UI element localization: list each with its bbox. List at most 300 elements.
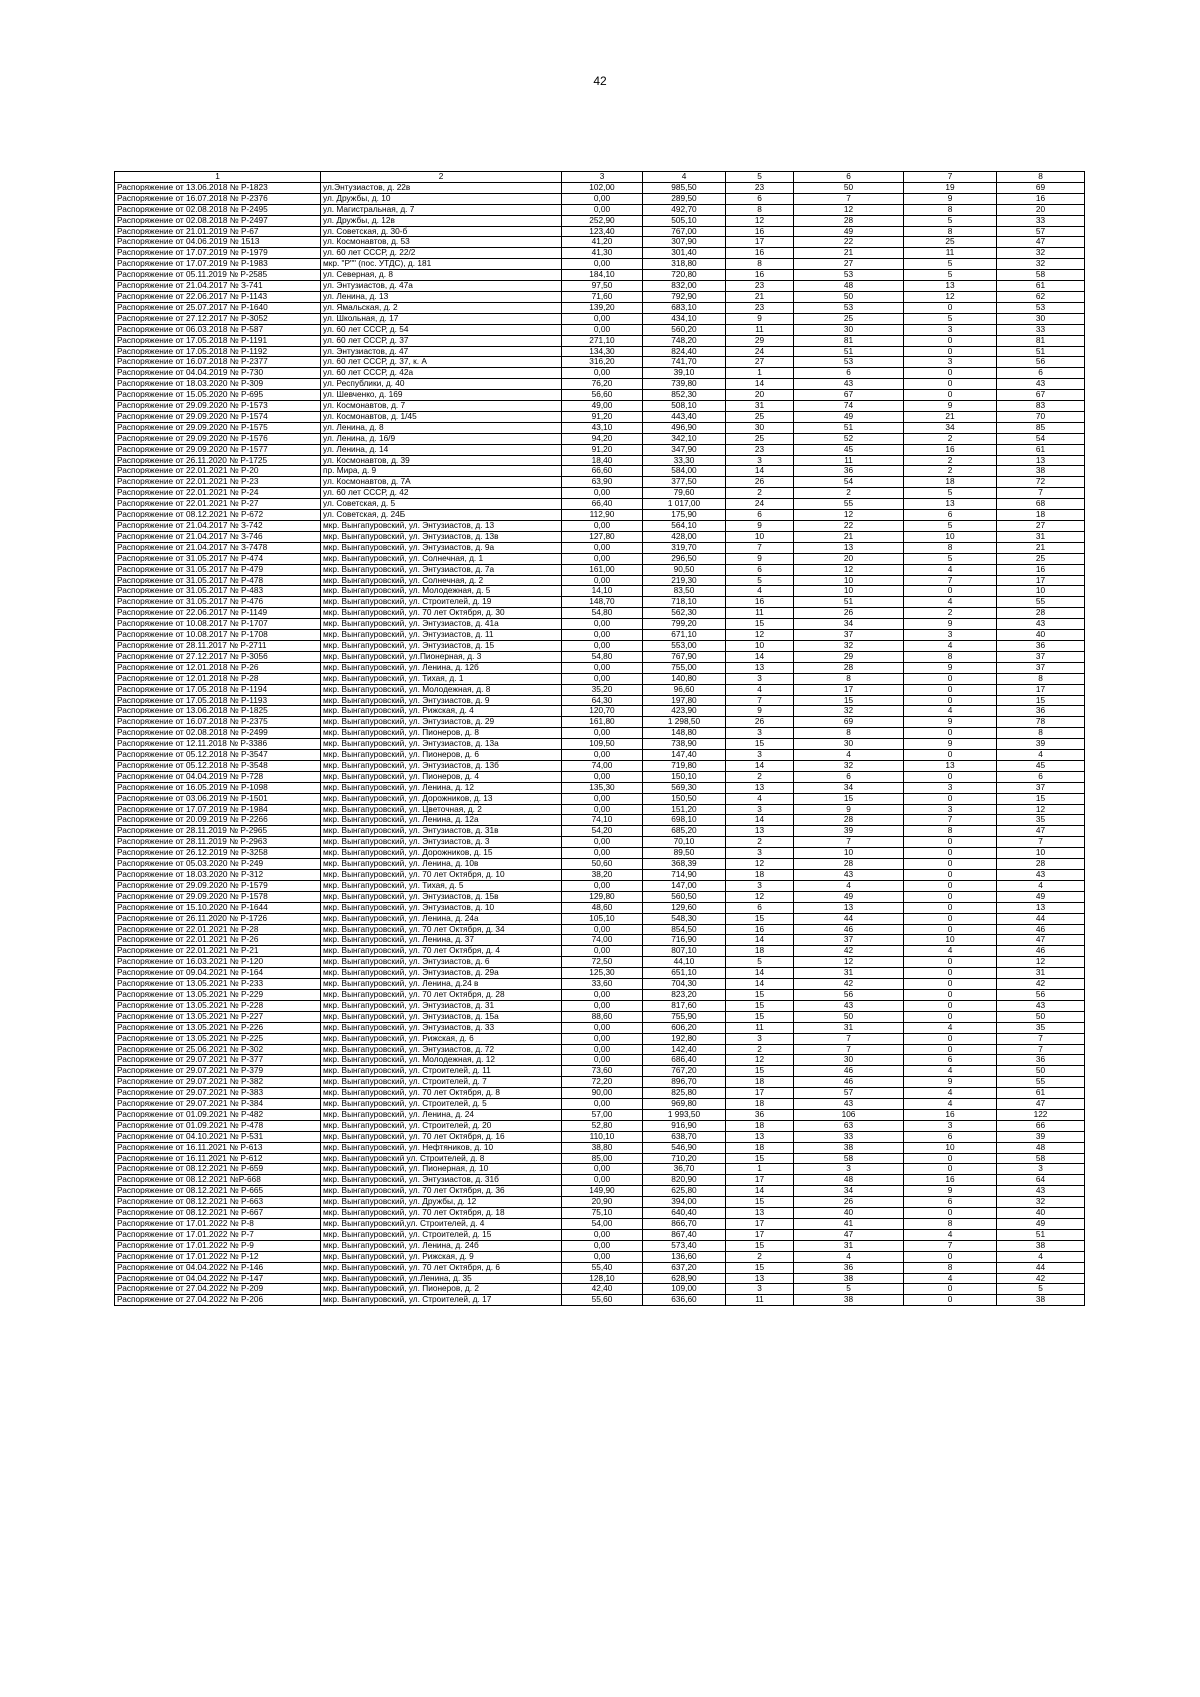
- table-cell: 4: [997, 1251, 1085, 1262]
- table-cell: 2: [726, 1251, 794, 1262]
- table-cell: 6: [904, 510, 997, 521]
- table-cell: мкр. Вынгапуровский, ул. Строителей, д. 17: [321, 1295, 562, 1306]
- table-cell: 9: [726, 706, 794, 717]
- table-cell: 97,50: [562, 281, 643, 292]
- table-cell: Распоряжение от 29.09.2020 № Р-1576: [115, 433, 321, 444]
- table-cell: Распоряжение от 10.08.2017 № Р-1708: [115, 630, 321, 641]
- table-row: [115, 1066, 1085, 1077]
- table-cell: 6: [726, 193, 794, 204]
- table-cell: 74: [794, 401, 904, 412]
- table-cell: 3: [726, 804, 794, 815]
- table-cell: 0: [904, 1208, 997, 1219]
- table-row: [115, 848, 1085, 859]
- table-cell: ул. 60 лет СССР, д. 42а: [321, 368, 562, 379]
- table-cell: 175,90: [643, 510, 726, 521]
- table-cell: 0,00: [562, 1099, 643, 1110]
- table-cell: Распоряжение от 04.04.2019 № Р-728: [115, 771, 321, 782]
- table-cell: 13: [904, 499, 997, 510]
- table-cell: 125,30: [562, 968, 643, 979]
- table-cell: 54,80: [562, 651, 643, 662]
- table-cell: 7: [904, 1240, 997, 1251]
- table-cell: 36: [726, 1109, 794, 1120]
- table-cell: Распоряжение от 28.11.2019 № Р-2965: [115, 826, 321, 837]
- table-cell: 0,00: [562, 804, 643, 815]
- table-cell: 29: [794, 651, 904, 662]
- table-cell: 34: [794, 1186, 904, 1197]
- table-cell: 252,90: [562, 215, 643, 226]
- table-cell: 16: [904, 444, 997, 455]
- table-cell: 704,30: [643, 979, 726, 990]
- table-cell: Распоряжение от 29.09.2020 № Р-1578: [115, 891, 321, 902]
- table-cell: 72,50: [562, 957, 643, 968]
- table-cell: 0: [904, 913, 997, 924]
- table-cell: 0,00: [562, 575, 643, 586]
- table-cell: 37: [997, 662, 1085, 673]
- table-cell: 14: [726, 651, 794, 662]
- table-cell: 637,20: [643, 1262, 726, 1273]
- table-cell: 149,90: [562, 1186, 643, 1197]
- table-cell: 94,20: [562, 433, 643, 444]
- table-row: [115, 673, 1085, 684]
- table-cell: Распоряжение от 16.11.2021 № Р-612: [115, 1153, 321, 1164]
- table-cell: Распоряжение от 13.05.2021 № Р-233: [115, 979, 321, 990]
- table-cell: 39,10: [643, 368, 726, 379]
- table-cell: 49: [997, 891, 1085, 902]
- table-cell: 27: [726, 357, 794, 368]
- table-row: [115, 1240, 1085, 1251]
- table-cell: 638,70: [643, 1131, 726, 1142]
- table-cell: мкр. Вынгапуровский, ул.Пионерная, д. 3: [321, 651, 562, 662]
- table-cell: 20: [997, 204, 1085, 215]
- table-cell: 33: [794, 1131, 904, 1142]
- table-cell: 807,10: [643, 946, 726, 957]
- table-cell: Распоряжение от 31.05.2017 № Р-478: [115, 575, 321, 586]
- table-cell: Распоряжение от 29.07.2021 № Р-383: [115, 1088, 321, 1099]
- table-cell: 0: [904, 302, 997, 313]
- table-cell: 32: [997, 259, 1085, 270]
- table-cell: 16: [997, 564, 1085, 575]
- column-header-7: 7: [904, 172, 997, 183]
- table-cell: Распоряжение от 01.09.2021 № Р-482: [115, 1109, 321, 1120]
- table-cell: 29: [726, 335, 794, 346]
- table-row: [115, 193, 1085, 204]
- table-cell: 43: [997, 870, 1085, 881]
- table-cell: 7: [794, 1044, 904, 1055]
- table-cell: 22: [794, 521, 904, 532]
- table-cell: 45: [794, 444, 904, 455]
- table-cell: 4: [904, 1022, 997, 1033]
- table-cell: Распоряжение от 17.05.2018 № Р-1194: [115, 684, 321, 695]
- table-cell: 37: [794, 630, 904, 641]
- table-cell: 3: [904, 1120, 997, 1131]
- table-cell: Распоряжение от 22.01.2021 № Р-27: [115, 499, 321, 510]
- table-cell: 91,20: [562, 444, 643, 455]
- table-cell: ул. Космонавтов, д. 39: [321, 455, 562, 466]
- table-row: [115, 521, 1085, 532]
- table-cell: ул. 60 лет СССР, д. 37: [321, 335, 562, 346]
- table-cell: мкр. Вынгапуровский, ул. Ленина, д. 12а: [321, 815, 562, 826]
- table-cell: мкр. Вынгапуровский, ул. Строителей, д. 7: [321, 1077, 562, 1088]
- table-cell: ул. Ленина, д. 14: [321, 444, 562, 455]
- table-cell: 5: [904, 553, 997, 564]
- table-cell: 6: [904, 1131, 997, 1142]
- table-cell: 0: [904, 750, 997, 761]
- table-cell: ул. Ленина, д. 8: [321, 422, 562, 433]
- table-row: [115, 302, 1085, 313]
- table-cell: 505,10: [643, 215, 726, 226]
- table-cell: 56,60: [562, 390, 643, 401]
- table-cell: 43: [997, 1000, 1085, 1011]
- table-row: [115, 433, 1085, 444]
- table-cell: 23: [726, 281, 794, 292]
- table-cell: Распоряжение от 05.12.2018 № Р-3548: [115, 760, 321, 771]
- table-cell: 16: [726, 597, 794, 608]
- table-cell: Распоряжение от 08.12.2021 № Р-663: [115, 1197, 321, 1208]
- table-cell: 20,90: [562, 1197, 643, 1208]
- table-cell: Распоряжение от 25.06.2021 № Р-302: [115, 1044, 321, 1055]
- table-cell: Распоряжение от 16.07.2018 № Р-2376: [115, 193, 321, 204]
- table-cell: 0: [904, 1164, 997, 1175]
- table-cell: 41,30: [562, 248, 643, 259]
- table-row: [115, 630, 1085, 641]
- table-cell: 8: [997, 728, 1085, 739]
- table-cell: мкр. Вынгапуровский, ул. Пионеров, д. 8: [321, 728, 562, 739]
- table-row: [115, 488, 1085, 499]
- table-cell: 4: [794, 880, 904, 891]
- table-cell: Распоряжение от 04.04.2022 № Р-146: [115, 1262, 321, 1273]
- table-cell: Распоряжение от 17.01.2022 № Р-7: [115, 1229, 321, 1240]
- table-cell: 10: [904, 1142, 997, 1153]
- table-row: [115, 1273, 1085, 1284]
- table-cell: 11: [726, 1022, 794, 1033]
- table-cell: 394,00: [643, 1197, 726, 1208]
- table-cell: Распоряжение от 08.12.2021 № Р-672: [115, 510, 321, 521]
- table-cell: 0,00: [562, 553, 643, 564]
- table-cell: 7: [997, 1044, 1085, 1055]
- table-cell: 9: [904, 401, 997, 412]
- table-cell: 43,10: [562, 422, 643, 433]
- table-cell: 0: [904, 586, 997, 597]
- table-cell: 0: [904, 379, 997, 390]
- table-cell: 12: [726, 891, 794, 902]
- table-cell: 0: [904, 346, 997, 357]
- table-cell: 28: [794, 815, 904, 826]
- table-cell: 55,40: [562, 1262, 643, 1273]
- table-cell: 5: [997, 1284, 1085, 1295]
- table-cell: 16: [904, 1109, 997, 1120]
- table-cell: ул. Советская, д. 30-б: [321, 226, 562, 237]
- table-cell: 105,10: [562, 913, 643, 924]
- table-cell: 548,30: [643, 913, 726, 924]
- table-row: [115, 815, 1085, 826]
- table-cell: 9: [726, 313, 794, 324]
- table-cell: 5: [904, 313, 997, 324]
- table-cell: 14: [726, 379, 794, 390]
- table-cell: 48: [794, 281, 904, 292]
- table-cell: 3: [794, 1164, 904, 1175]
- table-cell: 109,50: [562, 739, 643, 750]
- table-cell: 20: [794, 553, 904, 564]
- table-cell: 9: [904, 739, 997, 750]
- table-cell: 10: [726, 640, 794, 651]
- table-cell: 625,80: [643, 1186, 726, 1197]
- table-cell: ул. Республики, д. 40: [321, 379, 562, 390]
- table-cell: Распоряжение от 17.01.2022 № Р-12: [115, 1251, 321, 1262]
- table-cell: 30: [794, 739, 904, 750]
- table-cell: 0,00: [562, 728, 643, 739]
- table-cell: мкр. Вынгапуровский, ул. Тихая, д. 1: [321, 673, 562, 684]
- table-cell: 54,20: [562, 826, 643, 837]
- table-cell: 71,60: [562, 291, 643, 302]
- column-header-5: 5: [726, 172, 794, 183]
- table-cell: Распоряжение от 13.06.2018 № Р-1823: [115, 182, 321, 193]
- table-cell: 0,00: [562, 259, 643, 270]
- table-cell: 18,40: [562, 455, 643, 466]
- table-cell: Распоряжение от 16.05.2019 № Р-1098: [115, 782, 321, 793]
- table-cell: 122: [997, 1109, 1085, 1120]
- table-cell: 53: [794, 302, 904, 313]
- table-cell: 33: [997, 324, 1085, 335]
- table-cell: 2: [794, 488, 904, 499]
- table-cell: 7: [794, 193, 904, 204]
- table-cell: мкр. Вынгапуровский, ул. Молодежная, д. 5: [321, 586, 562, 597]
- table-row: [115, 564, 1085, 575]
- table-cell: 628,90: [643, 1273, 726, 1284]
- table-cell: 62: [997, 291, 1085, 302]
- table-cell: 74,10: [562, 815, 643, 826]
- table-cell: Распоряжение от 28.11.2019 № Р-2963: [115, 837, 321, 848]
- table-cell: Распоряжение от 21.04.2017 № З-746: [115, 531, 321, 542]
- table-cell: 799,20: [643, 619, 726, 630]
- table-cell: 85: [997, 422, 1085, 433]
- table-cell: 38: [794, 1142, 904, 1153]
- table-cell: Распоряжение от 10.08.2017 № Р-1707: [115, 619, 321, 630]
- table-cell: мкр. Вынгапуровский,ул. Строителей, д. 4: [321, 1219, 562, 1230]
- table-cell: 0: [904, 870, 997, 881]
- table-cell: 3: [904, 782, 997, 793]
- table-cell: 147,00: [643, 880, 726, 891]
- table-cell: Распоряжение от 31.05.2017 № Р-479: [115, 564, 321, 575]
- table-cell: 91,20: [562, 411, 643, 422]
- table-cell: 11: [726, 1295, 794, 1306]
- table-cell: 40: [794, 1208, 904, 1219]
- table-cell: 46: [997, 924, 1085, 935]
- table-cell: Распоряжение от 13.05.2021 № Р-228: [115, 1000, 321, 1011]
- table-cell: 316,20: [562, 357, 643, 368]
- table-cell: 8: [794, 673, 904, 684]
- table-cell: 15: [726, 1000, 794, 1011]
- table-cell: 10: [794, 575, 904, 586]
- table-cell: 150,50: [643, 793, 726, 804]
- table-cell: ул. Космонавтов, д. 7А: [321, 477, 562, 488]
- table-cell: 72,20: [562, 1077, 643, 1088]
- table-cell: мкр. Вынгапуровский, ул. Энтузиастов, д. 29а: [321, 968, 562, 979]
- table-cell: 7: [997, 488, 1085, 499]
- table-cell: 0,00: [562, 521, 643, 532]
- table-cell: 5: [904, 215, 997, 226]
- table-cell: 15: [726, 1066, 794, 1077]
- table-cell: мкр. Вынгапуровский, ул. Ленина, д. 12б: [321, 662, 562, 673]
- table-cell: 88,60: [562, 1011, 643, 1022]
- table-cell: Распоряжение от 17.05.2018 № Р-1193: [115, 695, 321, 706]
- table-cell: 18: [997, 510, 1085, 521]
- table-cell: 30: [794, 324, 904, 335]
- table-cell: мкр. Вынгапуровский, ул. 70 лет Октября, д. 16: [321, 1131, 562, 1142]
- table-cell: 102,00: [562, 182, 643, 193]
- table-cell: 41,20: [562, 237, 643, 248]
- table-cell: 26: [794, 608, 904, 619]
- table-cell: 573,40: [643, 1240, 726, 1251]
- table-cell: 36,70: [643, 1164, 726, 1175]
- table-cell: Распоряжение от 08.12.2021 № Р-659: [115, 1164, 321, 1175]
- table-cell: 12: [726, 1055, 794, 1066]
- table-cell: 866,70: [643, 1219, 726, 1230]
- table-cell: 197,80: [643, 695, 726, 706]
- table-cell: 50: [794, 291, 904, 302]
- table-cell: 2: [726, 488, 794, 499]
- table-cell: Распоряжение от 31.05.2017 № Р-474: [115, 553, 321, 564]
- table-row: [115, 989, 1085, 1000]
- table-cell: 61: [997, 1088, 1085, 1099]
- table-cell: 686,40: [643, 1055, 726, 1066]
- table-cell: мкр. Вынгапуровский, ул. 70 лет Октября, д. 28: [321, 989, 562, 1000]
- table-row: [115, 1219, 1085, 1230]
- table-cell: ул. Ленина, д. 16/9: [321, 433, 562, 444]
- table-cell: 43: [794, 1000, 904, 1011]
- table-cell: 112,90: [562, 510, 643, 521]
- table-cell: 11: [726, 324, 794, 335]
- table-cell: мкр. Вынгапуровский, ул. Энтузиастов, д. 13в: [321, 531, 562, 542]
- table-cell: 6: [904, 1197, 997, 1208]
- table-cell: мкр. Вынгапуровский, ул. Энтузиастов, д. 13б: [321, 760, 562, 771]
- table-cell: 27: [794, 259, 904, 270]
- table-cell: 38: [997, 1295, 1085, 1306]
- table-cell: 496,90: [643, 422, 726, 433]
- table-row: [115, 422, 1085, 433]
- table-cell: 46: [794, 924, 904, 935]
- table-cell: мкр. Вынгапуровский, ул. Энтузиастов, д. 33: [321, 1022, 562, 1033]
- table-cell: 36: [794, 1262, 904, 1273]
- table-cell: мкр. Вынгапуровский, ул. Молодежная, д. 12: [321, 1055, 562, 1066]
- table-cell: 31: [794, 1022, 904, 1033]
- table-cell: 150,10: [643, 771, 726, 782]
- table-cell: 18: [904, 477, 997, 488]
- table-cell: 2: [904, 433, 997, 444]
- table-cell: мкр. Вынгапуровский, ул. Ленина, д. 24б: [321, 1240, 562, 1251]
- table-cell: 0,00: [562, 793, 643, 804]
- table-cell: 5: [726, 575, 794, 586]
- table-cell: 12: [726, 630, 794, 641]
- table-cell: 825,80: [643, 1088, 726, 1099]
- table-cell: 301,40: [643, 248, 726, 259]
- table-cell: 23: [726, 182, 794, 193]
- table-cell: 0: [904, 957, 997, 968]
- table-cell: Распоряжение от 27.12.2017 № Р-3052: [115, 313, 321, 324]
- table-cell: 66,60: [562, 466, 643, 477]
- table-cell: 9: [794, 804, 904, 815]
- table-cell: 8: [904, 542, 997, 553]
- table-row: [115, 270, 1085, 281]
- table-cell: мкр. Вынгапуровский, ул. Пионеров, д. 2: [321, 1284, 562, 1295]
- table-cell: мкр. Вынгапуровский, ул. Энтузиастов, д. 31: [321, 1000, 562, 1011]
- table-cell: 67: [794, 390, 904, 401]
- table-cell: 8: [904, 226, 997, 237]
- table-cell: 90,00: [562, 1088, 643, 1099]
- table-cell: 26: [726, 717, 794, 728]
- table-cell: 38,20: [562, 870, 643, 881]
- table-cell: 4: [904, 1088, 997, 1099]
- table-row: [115, 706, 1085, 717]
- table-row: [115, 335, 1085, 346]
- table-row: [115, 248, 1085, 259]
- table-cell: 34: [794, 619, 904, 630]
- table-cell: 4: [904, 640, 997, 651]
- table-row: [115, 444, 1085, 455]
- table-cell: 38: [794, 1295, 904, 1306]
- table-cell: Распоряжение от 13.05.2021 № Р-226: [115, 1022, 321, 1033]
- table-cell: 4: [997, 750, 1085, 761]
- table-cell: 48,60: [562, 902, 643, 913]
- table-cell: Распоряжение от 22.01.2021 № Р-23: [115, 477, 321, 488]
- table-cell: 50: [997, 1011, 1085, 1022]
- table-row: [115, 1033, 1085, 1044]
- table-cell: мкр. Вынгапуровский, ул. Молодежная, д. 8: [321, 684, 562, 695]
- table-cell: 13: [726, 1208, 794, 1219]
- table-cell: Распоряжение от 21.04.2017 № З-742: [115, 521, 321, 532]
- table-cell: Распоряжение от 04.06.2019 № 1513: [115, 237, 321, 248]
- table-cell: мкр. Вынгапуровский, ул. Дорожников, д. 13: [321, 793, 562, 804]
- table-cell: 17: [794, 684, 904, 695]
- table-row: [115, 226, 1085, 237]
- table-cell: 4: [794, 750, 904, 761]
- table-cell: 135,30: [562, 782, 643, 793]
- table-cell: 110,10: [562, 1131, 643, 1142]
- table-cell: 0,00: [562, 848, 643, 859]
- table-cell: пр. Мира, д. 9: [321, 466, 562, 477]
- table-cell: 562,30: [643, 608, 726, 619]
- table-cell: 49,00: [562, 401, 643, 412]
- table-cell: 4: [794, 1251, 904, 1262]
- table-cell: 423,90: [643, 706, 726, 717]
- table-row: [115, 662, 1085, 673]
- table-cell: мкр. Вынгапуровский, ул. Дружбы, д. 12: [321, 1197, 562, 1208]
- table-cell: 21: [997, 542, 1085, 553]
- table-cell: 7: [997, 837, 1085, 848]
- table-cell: 0: [904, 1000, 997, 1011]
- table-cell: Распоряжение от 18.03.2020 № Р-309: [115, 379, 321, 390]
- table-cell: 44: [997, 913, 1085, 924]
- table-cell: 8: [726, 259, 794, 270]
- table-cell: ул. Дружбы, д. 12в: [321, 215, 562, 226]
- table-cell: 0,00: [562, 750, 643, 761]
- table-cell: мкр. Вынгапуровский, ул. Энтузиастов, д. 31в: [321, 826, 562, 837]
- table-cell: мкр. Вынгапуровский, ул. Энтузиастов, д. 10: [321, 902, 562, 913]
- table-cell: 27: [997, 521, 1085, 532]
- table-cell: 39: [794, 826, 904, 837]
- table-cell: 13: [997, 455, 1085, 466]
- table-cell: 10: [726, 531, 794, 542]
- table-cell: 15: [726, 1262, 794, 1273]
- table-cell: Распоряжение от 22.01.2021 № Р-26: [115, 935, 321, 946]
- table-cell: 3: [726, 848, 794, 859]
- table-cell: 7: [726, 542, 794, 553]
- table-cell: 3: [904, 324, 997, 335]
- table-cell: 546,90: [643, 1142, 726, 1153]
- table-cell: мкр. Вынгапуровский, ул. Ленина, д. 10в: [321, 859, 562, 870]
- table-cell: 16: [997, 193, 1085, 204]
- table-cell: 685,20: [643, 826, 726, 837]
- table-cell: Распоряжение от 05.11.2019 № Р-2585: [115, 270, 321, 281]
